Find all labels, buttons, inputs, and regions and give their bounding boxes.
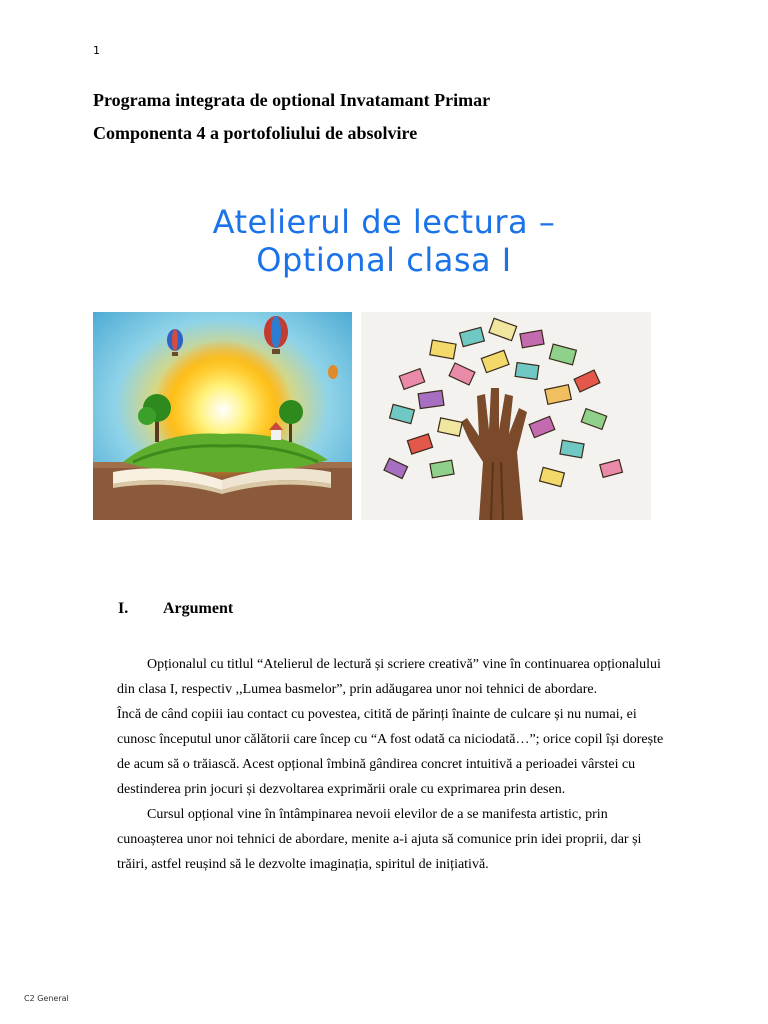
program-heading: Programa integrata de optional Invatamant Primar	[93, 90, 491, 110]
open-book-landscape-image	[93, 312, 352, 520]
portfolio-heading: Componenta 4 a portofoliului de absolvire	[93, 123, 418, 143]
paragraph-2: Încă de când copiii iau contact cu povestea, citită de părinți înainte de culcare și nu numai, ei cunosc începutul unor călătorii care încep cu “A fost odată ca niciodată…”; orice copil își dorește de acum să o trăiască. Acest opțional îmbină gândirea concret intuitivă a perioadei vârstei cu destinderea prin jocuri și dezvoltarea exprimării orale cu exprimarea prin desen.	[117, 707, 664, 797]
document-title	[0, 203, 768, 279]
title-line-1: Atelierul de lectura –	[212, 203, 556, 241]
book-tree-hand-image	[361, 312, 651, 520]
classification-label: C2 General	[24, 994, 69, 1003]
paragraph-1: Opționalul cu titlul “Atelierul de lectură și scriere creativă” vine în continuarea opționalului din clasa I, respectiv ,,Lumea basmelor”, prin adăugarea unor noi tehnici de abordare.	[117, 657, 661, 697]
section-number: I.	[118, 600, 129, 617]
page-number: 1	[93, 44, 100, 57]
section-title: Argument	[163, 600, 234, 617]
title-line-2: Optional clasa I	[256, 241, 512, 279]
paragraph-3: Cursul opțional vine în întâmpinarea nevoii elevilor de a se manifesta artistic, prin cunoașterea unor noi tehnici de abordare, menite a-i ajuta să comunice prin idei proprii, dar și trăiri, astfel reușind să le dezvolte imaginația, spiritul de inițiativă.	[117, 807, 642, 872]
argument-body	[117, 652, 669, 877]
